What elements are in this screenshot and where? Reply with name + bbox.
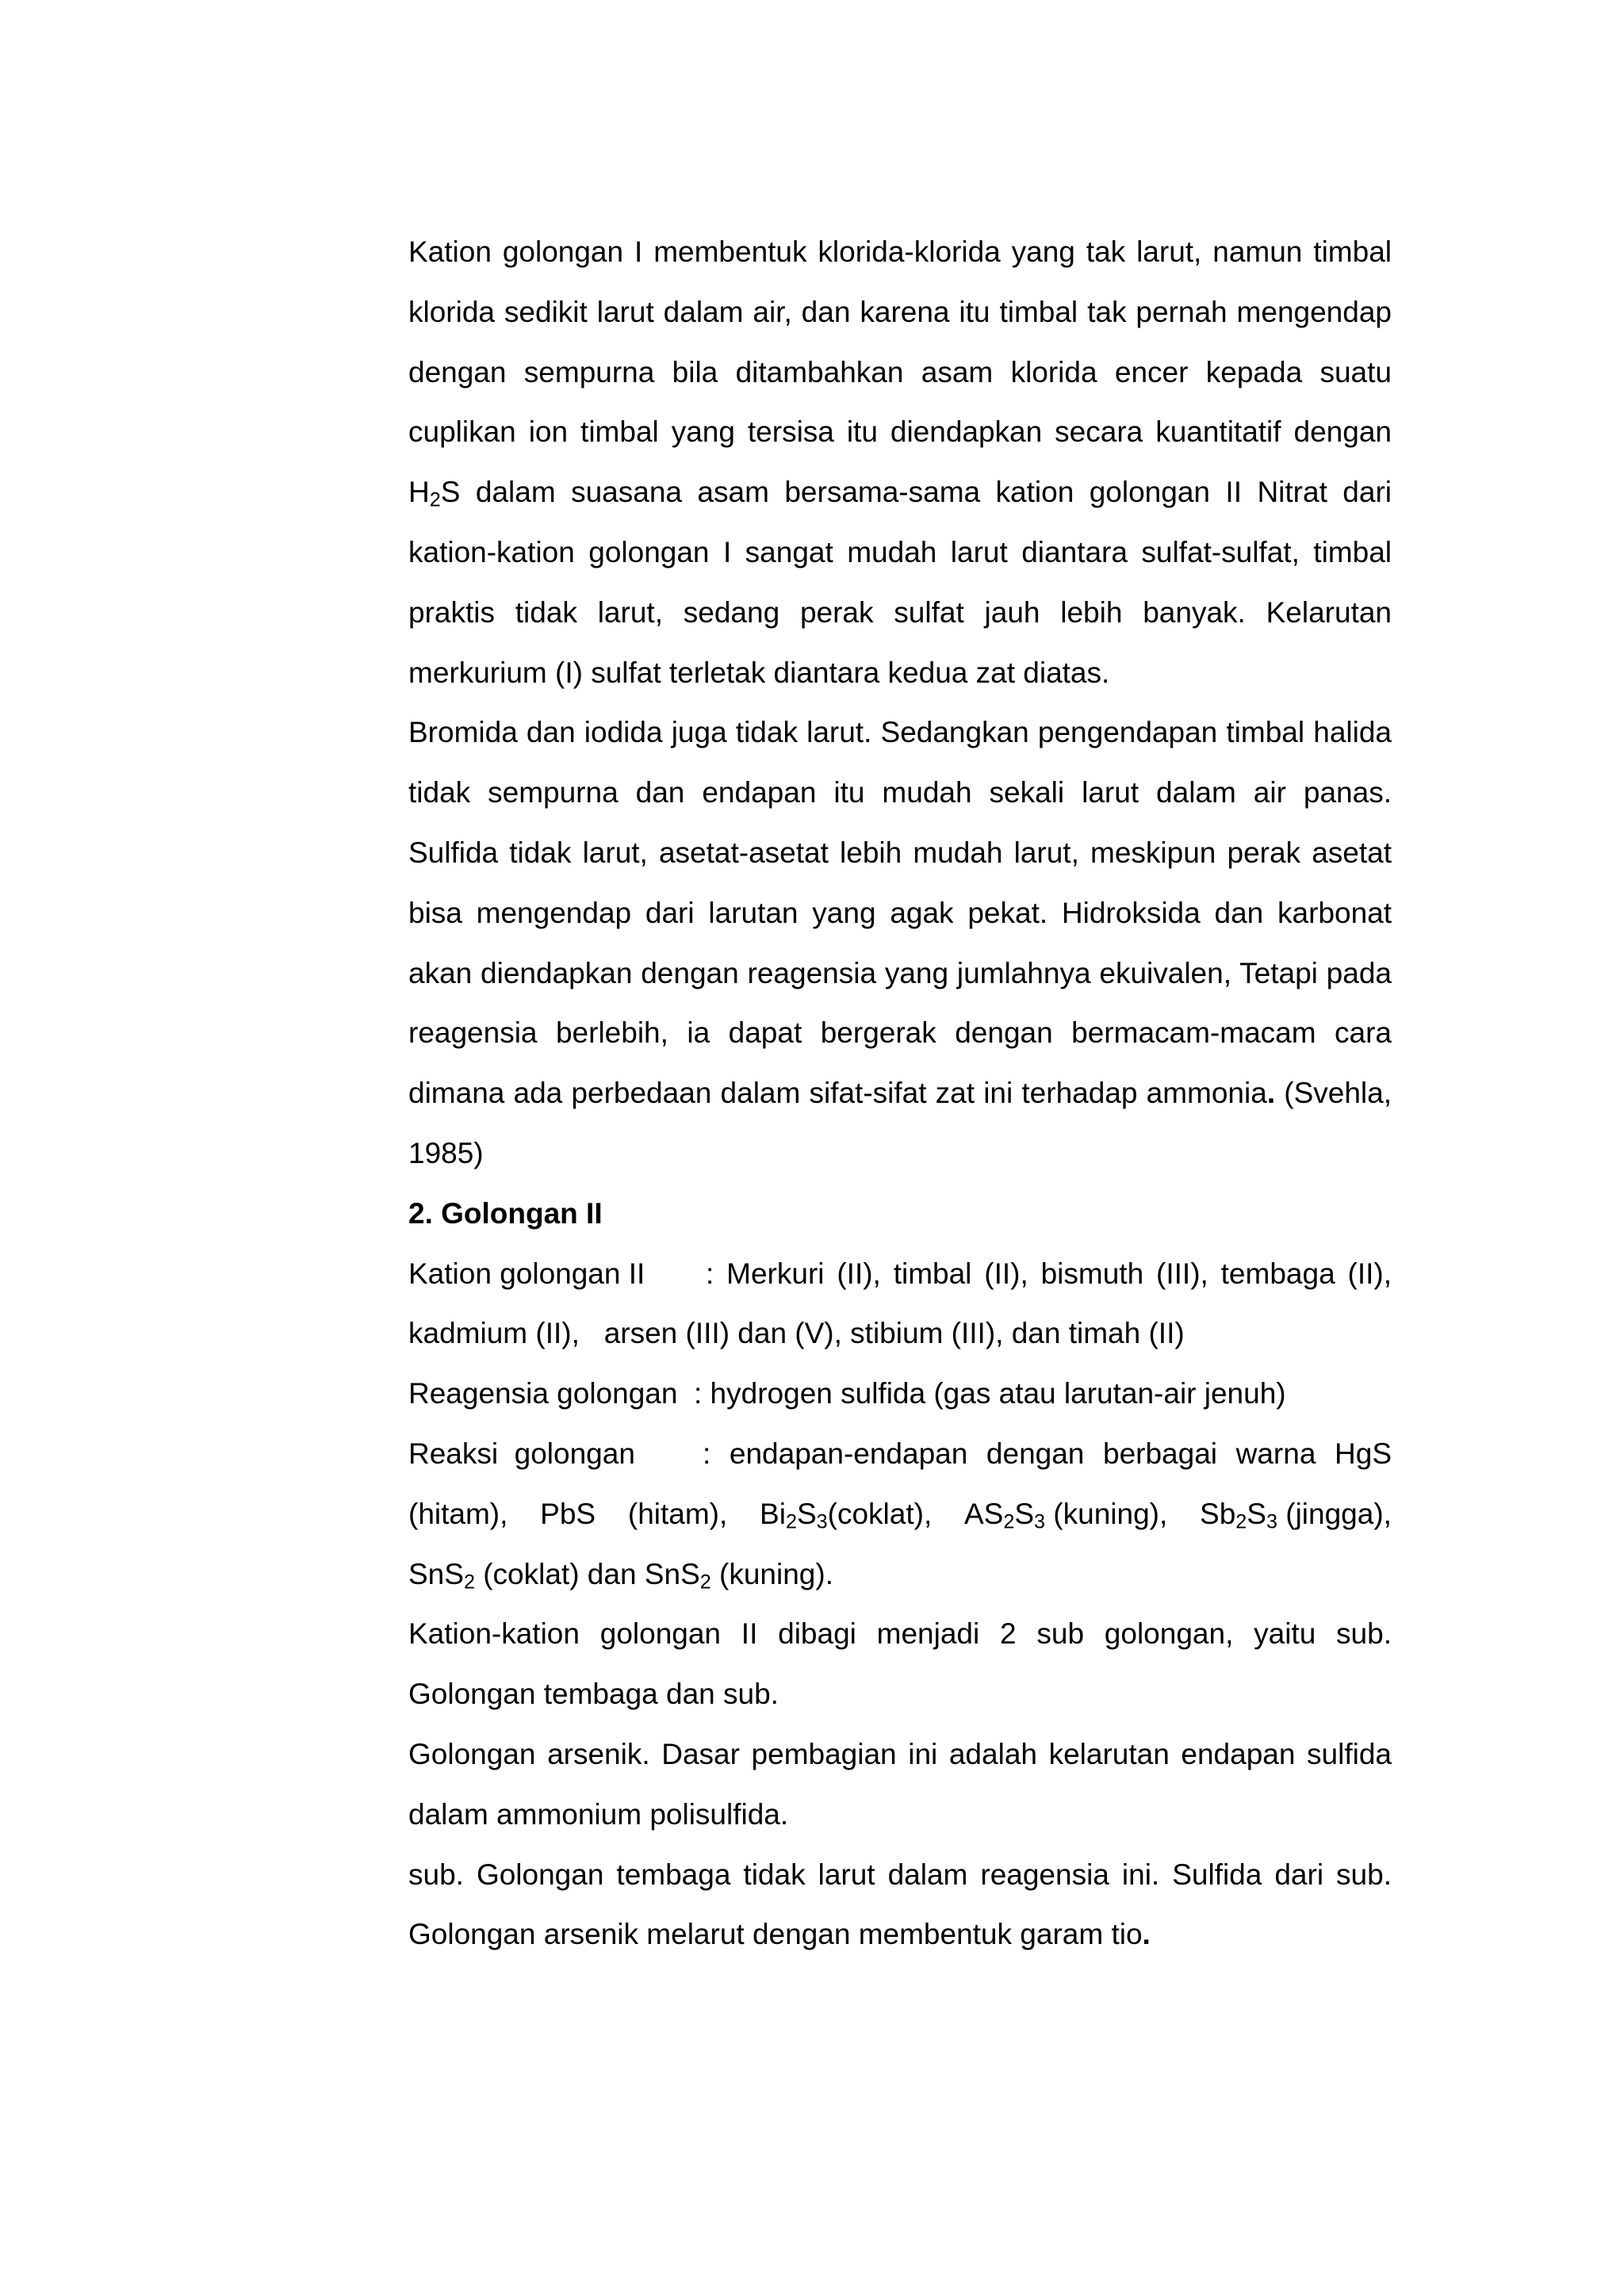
compound-hgs-color: (hitam),: [408, 1497, 508, 1530]
document-page: [408, 222, 1392, 1965]
paragraph-text: Kation golongan I membentuk klorida-klorida yang tak larut, namun timbal klorida sedikit larut dalam air, dan karena itu timbal tak pernah mengendap dengan sempurna bila ditambahkan asam klorida encer kepada suatu cuplikan ion timbal yang tersisa itu diendapkan secara kuantitatif dengan H: [408, 235, 1392, 509]
subscript: 3: [1034, 1510, 1046, 1533]
formula-part: (coklat) dan SnS: [474, 1557, 700, 1590]
subscript: 2: [1003, 1510, 1015, 1533]
kation-label: Kation golongan II: [408, 1257, 645, 1290]
reaksi-compounds-line-2: [408, 1544, 1392, 1605]
paragraph-text: Bromida dan iodida juga tidak larut. Sedangkan pengendapan timbal halida tidak sempurna dan endapan itu mudah sekali larut dalam air panas. Sulfida tidak larut, asetat-asetat lebih mudah larut, meskipun perak asetat bisa mengendap dari larutan yang agak pekat. Hidroksida dan karbonat akan diendapkan dengan reagensia yang jumlahnya ekuivalen, Tetapi pada reagensia berlebih, ia dapat bergerak dengan bermacam-macam cara dimana ada perbedaan dalam sifat-sifat zat ini terhadap ammonia: [408, 716, 1392, 1110]
paragraph-sub-golongan: Kation-kation golongan II dibagi menjadi 2 sub golongan, yaitu sub. Golongan tembaga dan sub.: [408, 1617, 1392, 1711]
reaksi-value: : endapan-endapan dengan berbagai warna HgS: [703, 1437, 1392, 1470]
kation-value-continuation: kadmium (II), arsen (III) dan (V), stibium (III), dan timah (II): [408, 1317, 1185, 1350]
reagensia-label: Reagensia golongan: [408, 1377, 678, 1410]
formula-part: (kuning).: [710, 1557, 833, 1590]
paragraph-text: S dalam suasana asam bersama-sama kation golongan II Nitrat dari kation-kation golongan I sangat mudah larut diantara sulfat-sulfat, timbal praktis tidak larut, sedang perak sulfat jauh lebih banyak. Kelarutan merkurium (I) sulfat terletak diantara kedua zat diatas.: [408, 476, 1392, 689]
compound-pbs: PbS: [540, 1497, 596, 1530]
subscript: 2: [463, 1571, 475, 1594]
paragraph-text: sub. Golongan tembaga tidak larut dalam reagensia ini. Sulfida dari sub. Golongan arsenik melarut dengan membentuk garam tio: [408, 1858, 1392, 1951]
subscript: 3: [816, 1510, 828, 1533]
subscript: 3: [1266, 1510, 1277, 1533]
kation-value: : Merkuri (II), timbal (II), bismuth (III), tembaga (II),: [706, 1257, 1392, 1290]
formula-part: SnS: [408, 1557, 464, 1590]
reaksi-golongan-row: [408, 1424, 1392, 1484]
formula-part: Bi: [760, 1497, 786, 1530]
formula-part: (coklat),: [827, 1497, 933, 1530]
subscript: 2: [785, 1510, 797, 1533]
bold-period: .: [1266, 1077, 1276, 1110]
kation-golongan-row: [408, 1244, 1392, 1304]
reagensia-golongan-row: [408, 1364, 1392, 1424]
formula-part: Sb: [1200, 1497, 1236, 1530]
compound-as2s3: [964, 1484, 1167, 1544]
paragraph-sub-golongan-tembaga: [408, 1845, 1392, 1965]
formula-part: (kuning),: [1045, 1497, 1168, 1530]
formula-part: AS: [963, 1497, 1004, 1530]
paragraph-bromida-iodida: [408, 702, 1392, 1183]
reagensia-value: : hydrogen sulfida (gas atau larutan-air jenuh): [694, 1377, 1286, 1410]
subscript: 2: [699, 1571, 711, 1594]
paragraph-golongan-arsenik: Golongan arsenik. Dasar pembagian ini adalah kelarutan endapan sulfida dalam ammonium polisulfida.: [408, 1737, 1392, 1831]
formula-part: (jingga),: [1277, 1497, 1392, 1530]
formula-part: S: [796, 1497, 817, 1530]
reaksi-compounds-line: [408, 1484, 1392, 1544]
formula-part: S: [1014, 1497, 1035, 1530]
compound-sb2s3: [1200, 1484, 1392, 1544]
subscript: 2: [1235, 1510, 1247, 1533]
reaksi-label: Reaksi golongan: [408, 1437, 635, 1470]
section-heading: 2. Golongan II: [408, 1196, 603, 1230]
bold-period: .: [1142, 1918, 1151, 1951]
citation: (Svehla, 1985): [408, 1077, 1392, 1169]
compound-pbs-color: (hitam),: [627, 1497, 728, 1530]
subscript: 2: [429, 488, 441, 511]
compound-bi2s3: [760, 1484, 932, 1544]
formula-part: S: [1247, 1497, 1266, 1530]
paragraph-kation-golongan-i: [408, 222, 1392, 702]
